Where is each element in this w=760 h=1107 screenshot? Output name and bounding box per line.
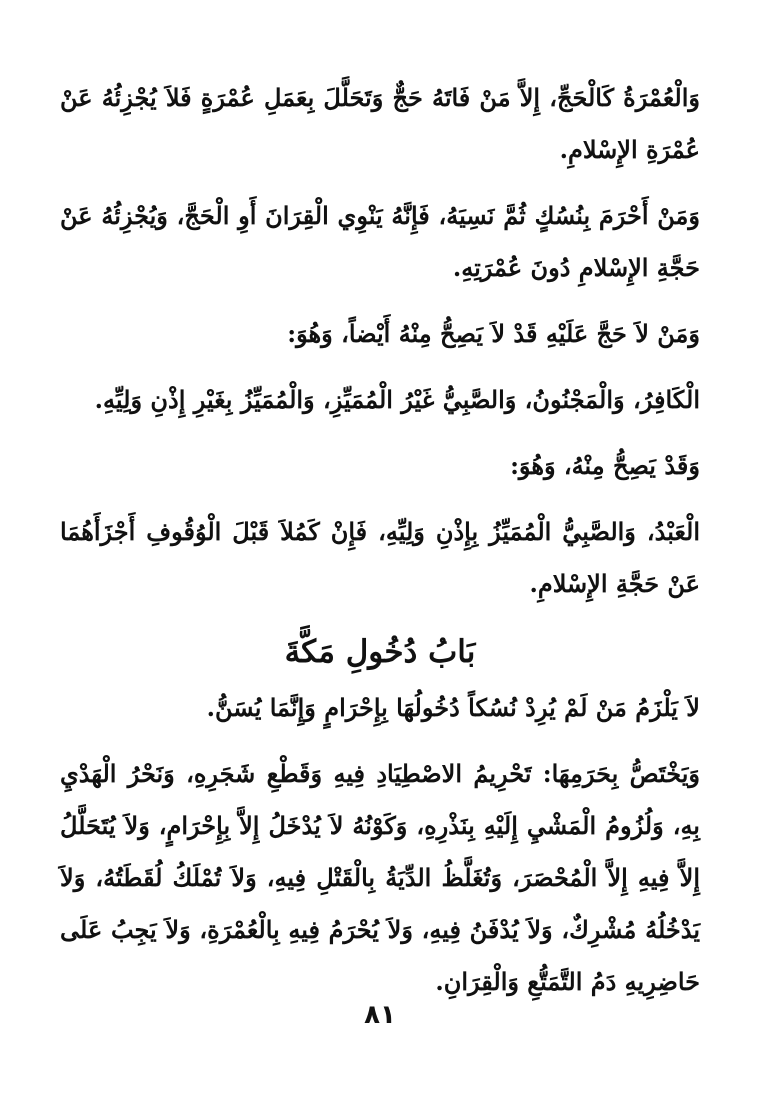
paragraph-entering-makkah: لاَ يَلْزَمُ مَنْ لَمْ يُرِدْ نُسُكاً دُخُولُهَا بِإِحْرَامٍ وَإِنَّمَا يُسَنُّ. <box>206 693 700 722</box>
page-body <box>60 72 700 1022</box>
paragraph-umrah-like-hajj: وَالْعُمْرَةُ كَالْحَجِّ، إِلاَّ مَنْ فَاتَهُ حَجٌّ وَتَحَلَّلَ بِعَمَلِ عُمْرَةٍ فَلاَ يُجْزِئُهُ عَنْ عُمْرَةِ الإِسْلامِ. <box>60 83 700 164</box>
paragraph-not-valid-list: الْكَافِرُ، وَالْمَجْنُونُ، وَالصَّبِيُّ غَيْرُ الْمُمَيِّزِ، وَالْمُمَيِّزُ بِغَيْرِ إِذْنِ وَلِيِّهِ. <box>94 385 700 414</box>
paragraph-haram-rules: وَيَخْتَصُّ بِحَرَمِهَا: تَحْرِيمُ الاصْطِيَادِ فِيهِ وَقَطْعِ شَجَرِهِ، وَنَحْرُ الْهَدْيِ بِهِ، وَلُزُومُ الْمَشْيِ إِلَيْهِ بِنَذْرِهِ، وَكَوْنُهُ لاَ يُدْخَلُ إِلاَّ بِإِحْرَامٍ، وَلاَ يُتَحَلَّلُ إِلاَّ فِيهِ إِلاَّ الْمُحْصَرَ، وَتُغَلَّظُ الدِّيَةُ بِالْقَتْلِ فِيهِ، وَلاَ تُمْلَكُ لُقَطَتُهُ، وَلاَ يَدْخُلُهُ مُشْرِكٌ، وَلاَ يُدْفَنُ فِيهِ، وَلاَ يُحْرَمُ فِيهِ بِالْعُمْرَةِ، وَلاَ يَجِبُ عَلَى حَاضِرِيهِ دَمُ التَّمَتُّعِ وَالْقِرَانِ. <box>60 759 700 996</box>
paragraph-forgot-rite: وَمَنْ أَحْرَمَ بِنُسُكٍ ثُمَّ نَسِيَهُ، فَإِنَّهُ يَنْوِي الْقِرَانَ أَوِ الْحَجَّ، وَيُجْزِئُهُ عَنْ حَجَّةِ الإِسْلامِ دُونَ عُمْرَتِهِ. <box>60 201 700 282</box>
paragraph-valid-list: الْعَبْدُ، وَالصَّبِيُّ الْمُمَيِّزُ بِإِذْنِ وَلِيِّهِ، فَإِنْ كَمُلاَ قَبْلَ الْوُقُوفِ أَجْزَأَهُمَا عَنْ حَجَّةِ الإِسْلامِ. <box>60 517 700 598</box>
paragraph-valid-intro: وَقَدْ يَصِحُّ مِنْهُ، وَهُوَ: <box>510 451 700 480</box>
paragraph-not-valid-intro: وَمَنْ لاَ حَجَّ عَلَيْهِ قَدْ لاَ يَصِحُّ مِنْهُ أَيْضاً، وَهُوَ: <box>287 319 700 348</box>
page-number: ٨١ <box>364 1000 396 1030</box>
section-heading: بَابُ دُخُولِ مَكَّةَ <box>284 634 476 670</box>
